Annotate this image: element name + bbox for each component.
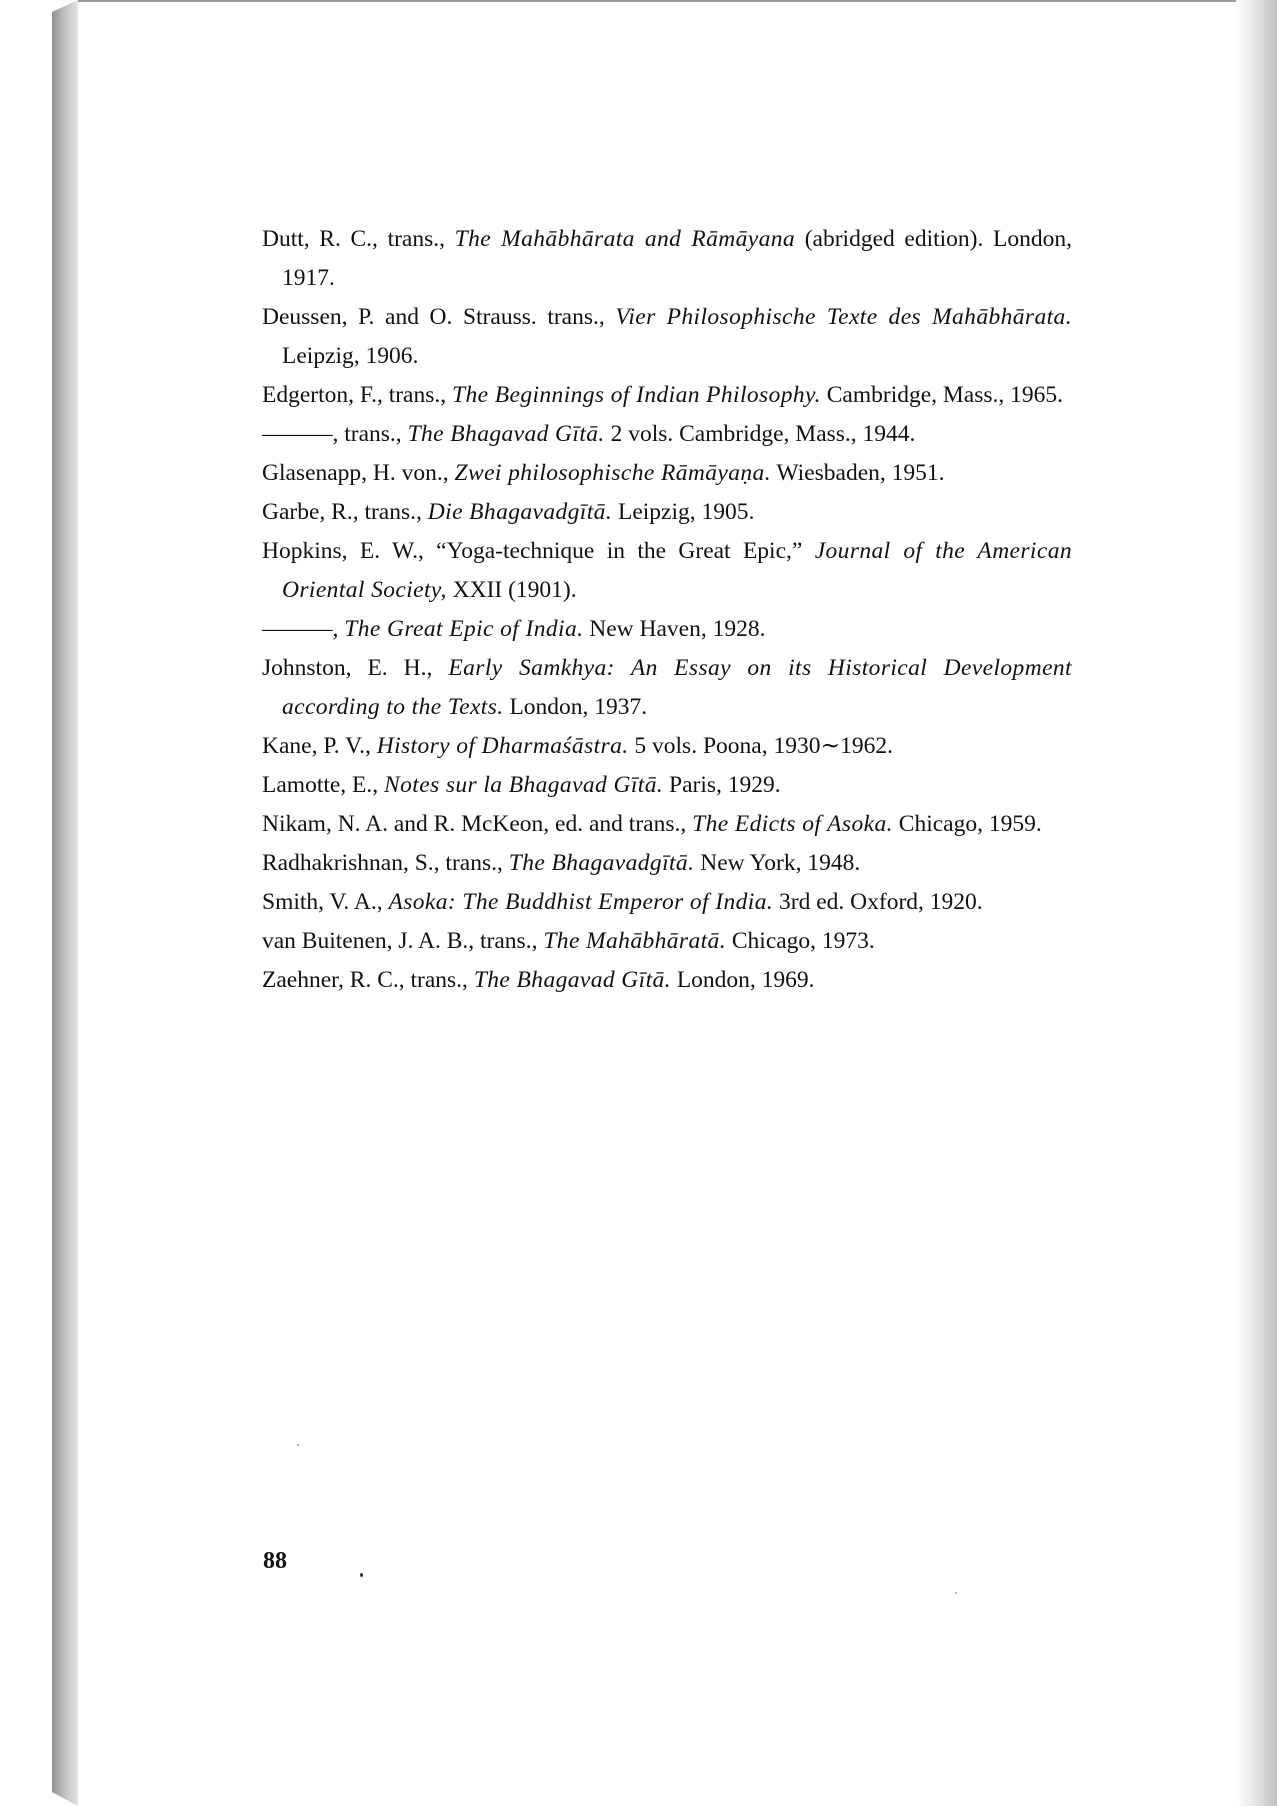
bibliography-entry: Kane, P. V., History of Dharmaśāstra. 5 vols. Poona, 1930∼1962. — [262, 733, 894, 759]
scan-speck — [955, 1592, 957, 1594]
bibliography-entry: Dutt, R. C., trans., The Mahābhārata and Rāmāyana (abridged edition). London, 1917. — [262, 226, 1072, 291]
bibliography-entry: Nikam, N. A. and R. McKeon, ed. and trans., The Edicts of Asoka. Chicago, 1959. — [262, 811, 1042, 837]
page-left-edge — [52, 0, 78, 1806]
bibliography-list — [262, 220, 1072, 1000]
bibliography-entry: Hopkins, E. W., “Yoga-technique in the Great Epic,” Journal of the American Oriental Society, XXII (1901). — [262, 538, 1072, 603]
bibliography-entry: ———, trans., The Bhagavad Gītā. 2 vols. Cambridge, Mass., 1944. — [262, 421, 916, 447]
bibliography-entry: Johnston, E. H., Early Samkhya: An Essay on its Historical Development according to the Texts. London, 1937. — [262, 655, 1072, 720]
bibliography-entry: Zaehner, R. C., trans., The Bhagavad Gītā. London, 1969. — [262, 967, 815, 993]
bibliography-entry: Glasenapp, H. von., Zwei philosophische Rāmāyaṇa. Wiesbaden, 1951. — [262, 460, 945, 486]
bibliography-entry: Radhakrishnan, S., trans., The Bhagavadgītā. New York, 1948. — [262, 850, 861, 876]
bibliography-entry: Deussen, P. and O. Strauss. trans., Vier Philosophische Texte des Mahābhārata. Leipzig, 1906. — [262, 304, 1072, 369]
bibliography-entry: van Buitenen, J. A. B., trans., The Mahābhāratā. Chicago, 1973. — [262, 928, 875, 954]
page-right-shadow — [1236, 0, 1277, 1806]
page-number: 88 — [263, 1548, 287, 1574]
bibliography-entry: Edgerton, F., trans., The Beginnings of Indian Philosophy. Cambridge, Mass., 1965. — [262, 382, 1064, 408]
bibliography-entry: Garbe, R., trans., Die Bhagavadgītā. Leipzig, 1905. — [262, 499, 755, 525]
scan-speck — [297, 1444, 299, 1446]
bibliography-entry: ———, The Great Epic of India. New Haven, 1928. — [262, 616, 766, 642]
scan-speck — [360, 1573, 363, 1577]
bibliography-entry: Lamotte, E., Notes sur la Bhagavad Gītā. Paris, 1929. — [262, 772, 781, 798]
bibliography-entry: Smith, V. A., Asoka: The Buddhist Emperor of India. 3rd ed. Oxford, 1920. — [262, 889, 983, 915]
